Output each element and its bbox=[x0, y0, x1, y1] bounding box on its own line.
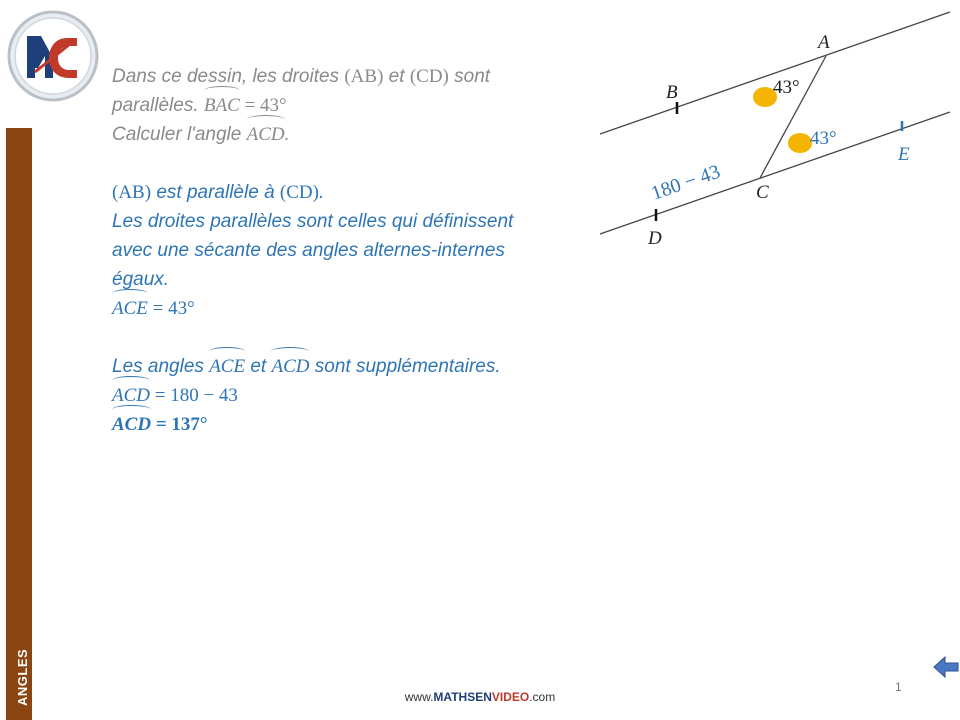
page-number: 1 bbox=[895, 680, 902, 694]
angle-label-top: 43° bbox=[773, 77, 800, 98]
angle-acd: ACD bbox=[247, 120, 285, 149]
line-cd: (CD) bbox=[279, 182, 319, 203]
statement-text: et bbox=[383, 66, 410, 87]
solution-text: . bbox=[318, 182, 325, 203]
solution-line-4: égaux. bbox=[112, 269, 170, 290]
angle-ace: ACE bbox=[209, 352, 245, 381]
statement-text: . bbox=[284, 124, 290, 145]
solution-line-8 bbox=[112, 410, 582, 439]
line-cd: (CD) bbox=[409, 66, 449, 87]
line-ab: (AB) bbox=[112, 182, 152, 203]
line-cd bbox=[600, 112, 950, 234]
angle-acd: ACD bbox=[112, 381, 150, 410]
sidebar-band bbox=[6, 128, 32, 720]
angle-marker-bottom bbox=[788, 133, 812, 153]
angle-acd: ACD bbox=[271, 352, 309, 381]
angle-value: = 43° bbox=[147, 298, 195, 319]
mathsenvideo-logo bbox=[5, 8, 101, 104]
angle-ace: ACE bbox=[112, 294, 148, 323]
solution-text: sont supplémentaires. bbox=[309, 356, 501, 377]
solution-text: et bbox=[245, 356, 272, 377]
footer-url bbox=[0, 690, 960, 704]
equation: = 180 − 43 bbox=[150, 385, 238, 406]
label-d: D bbox=[648, 228, 662, 249]
solution-line-3: avec une sécante des angles alternes-internes bbox=[112, 240, 505, 261]
statement-line-3 bbox=[112, 120, 582, 149]
solution-text: est parallèle à bbox=[151, 182, 280, 203]
statement-line-2 bbox=[112, 91, 582, 120]
statement-text: parallèles. bbox=[112, 95, 204, 116]
solution-line-1 bbox=[112, 178, 582, 207]
solution-line-2: Les droites parallèles sont celles qui définissent bbox=[112, 211, 514, 232]
label-b: B bbox=[666, 82, 678, 103]
footer-text: www. bbox=[404, 690, 434, 704]
final-answer: = 137° bbox=[151, 414, 208, 435]
line-ab bbox=[600, 12, 950, 134]
parallel-lines-figure bbox=[590, 0, 960, 270]
exercise-text bbox=[112, 62, 582, 439]
angle-acd: ACD bbox=[112, 410, 151, 439]
label-a: A bbox=[818, 32, 830, 53]
statement-line-1 bbox=[112, 62, 582, 91]
footer-brand: MATHSEN bbox=[433, 690, 492, 704]
label-e: E bbox=[898, 144, 910, 165]
solution-line-5 bbox=[112, 294, 582, 323]
line-ab: (AB) bbox=[344, 66, 384, 87]
statement-text: Dans ce dessin, les droites bbox=[112, 66, 345, 87]
angle-bac: BAC bbox=[204, 91, 240, 120]
label-c: C bbox=[756, 182, 769, 203]
back-arrow-icon[interactable] bbox=[932, 654, 960, 680]
solution-line-6 bbox=[112, 352, 582, 381]
angle-label-bottom: 43° bbox=[810, 128, 837, 149]
sidebar-label: ANGLES bbox=[15, 648, 30, 706]
footer-text: .com bbox=[529, 690, 556, 704]
statement-text: Calculer l'angle bbox=[112, 124, 247, 145]
footer-brand-video: VIDEO bbox=[491, 690, 530, 704]
solution-line-7 bbox=[112, 381, 582, 410]
statement-text: sont bbox=[448, 66, 491, 87]
angle-value: = 43° bbox=[239, 95, 287, 116]
solution-text: Les angles bbox=[112, 356, 210, 377]
supplement-label: 180 − 43 bbox=[648, 160, 724, 205]
